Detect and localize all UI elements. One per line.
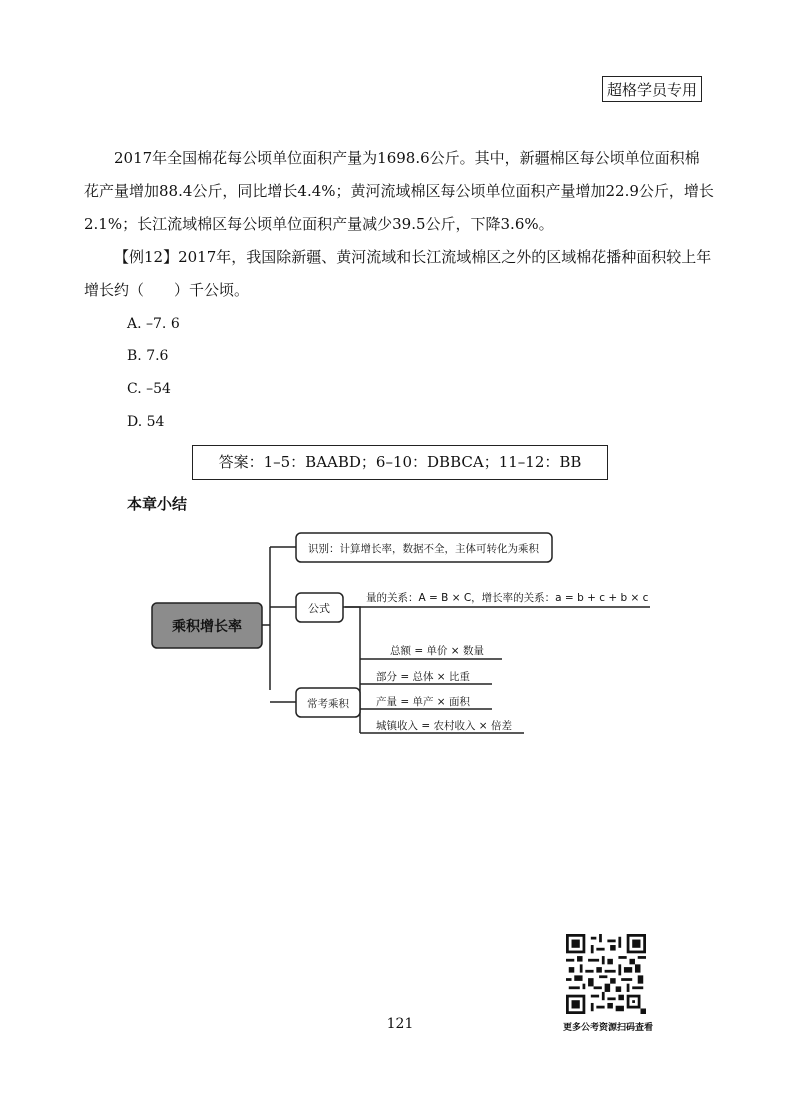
page-number: 121 xyxy=(386,1016,414,1032)
common-item-1: 总额 = 单价 × 数量 xyxy=(390,645,484,657)
chapter-summary-title: 本章小结 xyxy=(127,495,188,513)
option-b: B. 7.6 xyxy=(127,348,169,364)
common-item-4: 城镇收入 = 农村收入 × 倍差 xyxy=(376,720,512,732)
qr-code xyxy=(566,934,646,1014)
common-item-3: 产量 = 单产 × 面积 xyxy=(376,696,470,708)
data-paragraph: 2017年全国棉花每公顷单位面积产量为1698.6公斤。其中，新疆棉区每公顷单位面积棉花产量增加88.4公斤，同比增长4.4%；黄河流域棉区每公顷单位面积产量增加22.9公斤，增长2.1%；长江流域棉区每公顷单位面积产量减少39.5公斤，下降3.6%。 xyxy=(84,149,714,233)
root-node-label: 乘积增长率 xyxy=(172,619,242,635)
question-stem: 【例12】2017年，我国除新疆、黄河流域和长江流域棉区之外的区域棉花播种面积较上年增长约（ ）千公顷。 xyxy=(84,248,712,299)
answer-box: 答案：1–5：BAABD；6–10：DBBCA；11–12：BB xyxy=(192,445,608,480)
option-a: A. –7. 6 xyxy=(127,316,180,332)
common-products-label: 常考乘积 xyxy=(307,698,349,710)
exclusive-tag: 超格学员专用 xyxy=(602,76,702,102)
option-c: C. –54 xyxy=(127,381,171,397)
common-item-2: 部分 = 总体 × 比重 xyxy=(376,671,470,683)
formula-text: 量的关系：A = B × C，增长率的关系：a = b + c + b × c xyxy=(366,592,649,604)
qr-caption: 更多公考资源扫码查看 xyxy=(562,1023,653,1033)
formula-node-label: 公式 xyxy=(308,602,330,615)
option-d: D. 54 xyxy=(127,414,165,430)
recognize-node-label: 识别：计算增长率，数据不全，主体可转化为乘积 xyxy=(308,543,539,555)
